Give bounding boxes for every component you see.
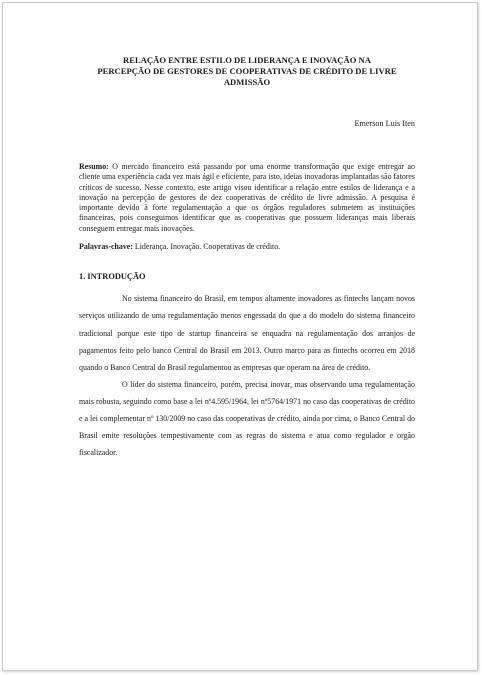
document-page xyxy=(2,2,478,671)
keywords-text: Liderança. Inovação. Cooperativas de crédito. xyxy=(132,242,281,252)
title-line: RELAÇÃO ENTRE ESTILO DE LIDERANÇA E INOVAÇÃO NA xyxy=(123,55,371,65)
keywords xyxy=(79,242,415,252)
body-paragraph: O líder do sistema financeiro, porém, precisa inovar, mas observando uma regulamentação mais robusta, seguindo como base a lei nº4.595/1964, lei nº5764/1971 no caso das cooperativas de crédito e a lei complementar nº 130/2009 no caso das cooperativas de crédito, ainda por cima, o Banco Central do Brasil emite resoluções tempestivamente com as regras do sistema e atua como regulador e orgão fiscalizador. xyxy=(79,379,415,458)
abstract xyxy=(79,162,415,234)
author-name: Emerson Luis Iten xyxy=(354,119,415,128)
abstract-label: Resumo: xyxy=(79,162,109,171)
body-paragraph: No sistema financeiro do Brasil, em tempos altamente inovadores as fintechs lançam novos serviços utilizando de uma regulamentação menos engessada do que a do modelo do sistema financeiro tradicional porque este tipo de startup financeira se enquadra na regulamentação dos arranjos de pagamentos feito pelo banco Central do Brasil em 2013. Outro marco para as fintechs ocorreu em 2018 quando o Banco Central do Brasil regulamentou as empresas que operam na área de crédito. xyxy=(79,294,415,372)
page-content xyxy=(79,55,415,461)
abstract-text: O mercado financeiro está passando por uma enorme transformação que exige entregar ao cliente uma experiência cada vez mais ágil e eficiente, para isto, ideias inovadoras implantadas são fatores críticos de sucesso. Nesse contexto, este artigo visou identificar a relação entre estilos de liderança e a inovação na percepção de gestores de dez cooperativas de crédito de livre admissão. A pesquisa é importante devido à forte regulamentação a que os órgãos reguladores submetem as instituições financeiras, pois conseguimos identificar que as cooperativas que possuem lideranças mais liberais conseguem entregar mais inovações. xyxy=(79,162,415,233)
title-line: ADMISSÃO xyxy=(223,77,271,87)
paper-title xyxy=(79,55,415,88)
title-line: PERCEPÇÃO DE GESTORES DE COOPERATIVAS DE CRÉDITO DE LIVRE xyxy=(97,66,397,76)
section-heading: 1. INTRODUÇÃO xyxy=(79,272,146,282)
keywords-label: Palavras-chave: xyxy=(79,242,133,252)
